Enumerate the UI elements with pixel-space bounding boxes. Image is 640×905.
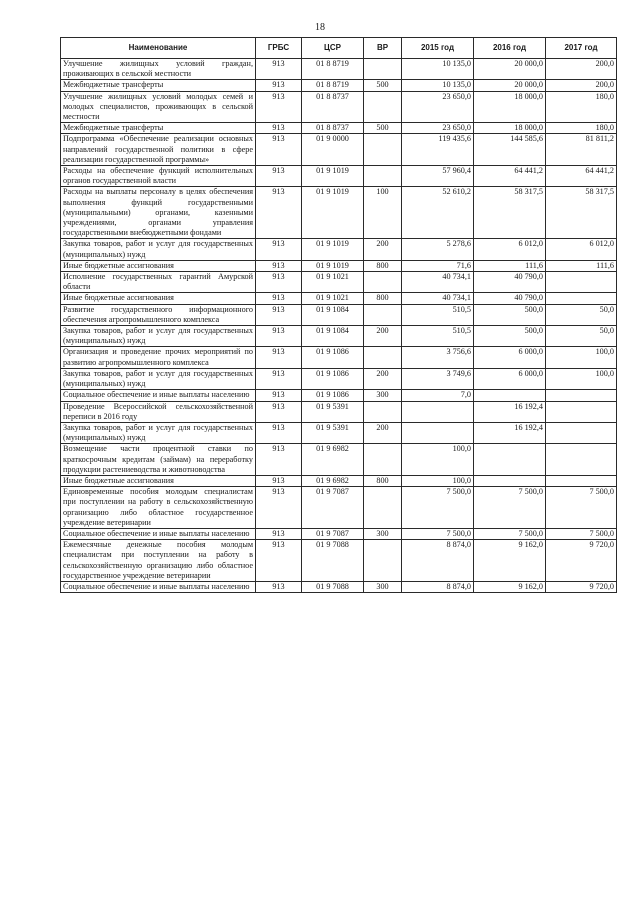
row-2016-cell: 7 500,0 bbox=[474, 528, 546, 539]
row-vr-cell: 300 bbox=[364, 390, 402, 401]
row-csr-cell: 01 9 1086 bbox=[302, 347, 364, 368]
row-grbs-cell: 913 bbox=[256, 134, 302, 166]
row-grbs-cell: 913 bbox=[256, 475, 302, 486]
row-2017-cell bbox=[546, 444, 617, 476]
row-name-cell: Расходы на выплаты персоналу в целях обеспечения выполнения функций государственными (муниципальными) органами, казенными учреждениями, органами управления государственными внебюджетными фондами bbox=[61, 187, 256, 239]
row-name-cell: Развитие государственного информационного обеспечения агропромышленного комплекса bbox=[61, 304, 256, 325]
row-name-cell: Исполнение государственных гарантий Амурской области bbox=[61, 272, 256, 293]
row-name-cell: Организация и проведение прочих мероприятий по развитию агропромышленного комплекса bbox=[61, 347, 256, 368]
row-vr-cell bbox=[364, 401, 402, 422]
table-row bbox=[61, 59, 617, 80]
row-2015-cell: 23 650,0 bbox=[402, 123, 474, 134]
row-csr-cell: 01 9 1086 bbox=[302, 368, 364, 389]
row-csr-cell: 01 9 0000 bbox=[302, 134, 364, 166]
row-2015-cell: 8 874,0 bbox=[402, 581, 474, 592]
row-2017-cell: 7 500,0 bbox=[546, 487, 617, 529]
table-row bbox=[61, 581, 617, 592]
row-2015-cell: 23 650,0 bbox=[402, 91, 474, 123]
row-vr-cell: 800 bbox=[364, 293, 402, 304]
table-row bbox=[61, 540, 617, 582]
table-row bbox=[61, 123, 617, 134]
row-csr-cell: 01 8 8719 bbox=[302, 59, 364, 80]
row-2016-cell: 20 000,0 bbox=[474, 80, 546, 91]
row-2015-cell: 3 749,6 bbox=[402, 368, 474, 389]
row-grbs-cell: 913 bbox=[256, 487, 302, 529]
row-2016-cell: 20 000,0 bbox=[474, 59, 546, 80]
table-row bbox=[61, 444, 617, 476]
row-name-cell: Социальное обеспечение и иные выплаты населению bbox=[61, 528, 256, 539]
row-2017-cell: 81 811,2 bbox=[546, 134, 617, 166]
row-2015-cell: 510,5 bbox=[402, 304, 474, 325]
row-vr-cell: 200 bbox=[364, 422, 402, 443]
row-2016-cell: 18 000,0 bbox=[474, 91, 546, 123]
row-2016-cell bbox=[474, 475, 546, 486]
row-grbs-cell: 913 bbox=[256, 239, 302, 260]
row-2016-cell: 58 317,5 bbox=[474, 187, 546, 239]
table-row bbox=[61, 272, 617, 293]
row-2017-cell: 50,0 bbox=[546, 326, 617, 347]
page-number: 18 bbox=[315, 22, 325, 33]
row-2017-cell: 9 720,0 bbox=[546, 581, 617, 592]
row-grbs-cell: 913 bbox=[256, 326, 302, 347]
row-name-cell: Улучшение жилищных условий молодых семей и молодых специалистов, проживающих в сельской местности bbox=[61, 91, 256, 123]
row-2016-cell: 6 000,0 bbox=[474, 368, 546, 389]
table-row bbox=[61, 260, 617, 271]
table-row bbox=[61, 422, 617, 443]
row-2015-cell: 7 500,0 bbox=[402, 528, 474, 539]
row-2016-cell: 40 790,0 bbox=[474, 293, 546, 304]
row-vr-cell: 800 bbox=[364, 475, 402, 486]
row-2015-cell: 119 435,6 bbox=[402, 134, 474, 166]
table-row bbox=[61, 528, 617, 539]
row-name-cell: Межбюджетные трансферты bbox=[61, 123, 256, 134]
row-grbs-cell: 913 bbox=[256, 401, 302, 422]
row-csr-cell: 01 9 5391 bbox=[302, 422, 364, 443]
row-name-cell: Иные бюджетные ассигнования bbox=[61, 475, 256, 486]
table-row bbox=[61, 166, 617, 187]
row-csr-cell: 01 9 1021 bbox=[302, 272, 364, 293]
row-2017-cell: 58 317,5 bbox=[546, 187, 617, 239]
header-2017: 2017 год bbox=[546, 38, 617, 59]
row-2015-cell bbox=[402, 401, 474, 422]
row-name-cell: Улучшение жилищных условий граждан, проживающих в сельской местности bbox=[61, 59, 256, 80]
header-2016: 2016 год bbox=[474, 38, 546, 59]
row-2015-cell: 71,6 bbox=[402, 260, 474, 271]
row-2017-cell bbox=[546, 422, 617, 443]
row-2016-cell: 500,0 bbox=[474, 304, 546, 325]
row-name-cell: Закупка товаров, работ и услуг для государственных (муниципальных) нужд bbox=[61, 326, 256, 347]
row-2016-cell: 7 500,0 bbox=[474, 487, 546, 529]
row-2017-cell: 200,0 bbox=[546, 80, 617, 91]
row-name-cell: Закупка товаров, работ и услуг для государственных (муниципальных) нужд bbox=[61, 422, 256, 443]
row-name-cell: Межбюджетные трансферты bbox=[61, 80, 256, 91]
table-row bbox=[61, 475, 617, 486]
row-name-cell: Социальное обеспечение и иные выплаты населению bbox=[61, 390, 256, 401]
row-2017-cell: 180,0 bbox=[546, 123, 617, 134]
row-csr-cell: 01 8 8737 bbox=[302, 91, 364, 123]
row-vr-cell bbox=[364, 444, 402, 476]
row-2016-cell: 40 790,0 bbox=[474, 272, 546, 293]
row-grbs-cell: 913 bbox=[256, 123, 302, 134]
row-csr-cell: 01 9 6982 bbox=[302, 475, 364, 486]
row-vr-cell: 300 bbox=[364, 581, 402, 592]
row-2017-cell: 200,0 bbox=[546, 59, 617, 80]
row-name-cell: Социальное обеспечение и иные выплаты населению bbox=[61, 581, 256, 592]
row-vr-cell bbox=[364, 59, 402, 80]
row-grbs-cell: 913 bbox=[256, 368, 302, 389]
table-body bbox=[61, 59, 617, 593]
row-2015-cell: 100,0 bbox=[402, 444, 474, 476]
row-2017-cell: 9 720,0 bbox=[546, 540, 617, 582]
row-2016-cell: 144 585,6 bbox=[474, 134, 546, 166]
header-grbs: ГРБС bbox=[256, 38, 302, 59]
row-grbs-cell: 913 bbox=[256, 347, 302, 368]
row-grbs-cell: 913 bbox=[256, 80, 302, 91]
row-2017-cell bbox=[546, 390, 617, 401]
table-row bbox=[61, 487, 617, 529]
table-row bbox=[61, 390, 617, 401]
table-row bbox=[61, 187, 617, 239]
row-2015-cell: 510,5 bbox=[402, 326, 474, 347]
row-grbs-cell: 913 bbox=[256, 293, 302, 304]
row-grbs-cell: 913 bbox=[256, 166, 302, 187]
table-row bbox=[61, 326, 617, 347]
row-name-cell: Иные бюджетные ассигнования bbox=[61, 293, 256, 304]
row-csr-cell: 01 9 1086 bbox=[302, 390, 364, 401]
row-csr-cell: 01 9 1019 bbox=[302, 239, 364, 260]
row-name-cell: Закупка товаров, работ и услуг для государственных (муниципальных) нужд bbox=[61, 239, 256, 260]
table-row bbox=[61, 91, 617, 123]
row-csr-cell: 01 9 1084 bbox=[302, 304, 364, 325]
table-row bbox=[61, 401, 617, 422]
row-vr-cell: 300 bbox=[364, 528, 402, 539]
table-row bbox=[61, 347, 617, 368]
row-grbs-cell: 913 bbox=[256, 187, 302, 239]
row-grbs-cell: 913 bbox=[256, 91, 302, 123]
row-2015-cell: 10 135,0 bbox=[402, 59, 474, 80]
row-2016-cell: 6 000,0 bbox=[474, 347, 546, 368]
row-vr-cell: 200 bbox=[364, 368, 402, 389]
row-2015-cell: 3 756,6 bbox=[402, 347, 474, 368]
row-2015-cell: 40 734,1 bbox=[402, 293, 474, 304]
row-2017-cell: 100,0 bbox=[546, 347, 617, 368]
table-row bbox=[61, 368, 617, 389]
row-2016-cell bbox=[474, 444, 546, 476]
table-row bbox=[61, 134, 617, 166]
row-vr-cell bbox=[364, 91, 402, 123]
row-2016-cell: 16 192,4 bbox=[474, 401, 546, 422]
row-2015-cell: 57 960,4 bbox=[402, 166, 474, 187]
row-name-cell: Расходы на обеспечение функций исполнительных органов государственной власти bbox=[61, 166, 256, 187]
row-csr-cell: 01 9 7088 bbox=[302, 540, 364, 582]
row-2016-cell: 6 012,0 bbox=[474, 239, 546, 260]
row-grbs-cell: 913 bbox=[256, 444, 302, 476]
header-vr: ВР bbox=[364, 38, 402, 59]
row-grbs-cell: 913 bbox=[256, 304, 302, 325]
row-2015-cell: 40 734,1 bbox=[402, 272, 474, 293]
table-row bbox=[61, 304, 617, 325]
row-name-cell: Закупка товаров, работ и услуг для государственных (муниципальных) нужд bbox=[61, 368, 256, 389]
row-2015-cell: 10 135,0 bbox=[402, 80, 474, 91]
row-name-cell: Подпрограмма «Обеспечение реализации основных направлений государственной политики в сфере реализации государственной программы» bbox=[61, 134, 256, 166]
row-vr-cell bbox=[364, 272, 402, 293]
row-name-cell: Проведение Всероссийской сельскохозяйственной переписи в 2016 году bbox=[61, 401, 256, 422]
row-2017-cell bbox=[546, 475, 617, 486]
row-vr-cell bbox=[364, 487, 402, 529]
row-csr-cell: 01 8 8719 bbox=[302, 80, 364, 91]
row-name-cell: Единовременные пособия молодым специалистам при поступлении на работу в сельскохозяйственную организацию либо областное государственное учреждение ветеринарии bbox=[61, 487, 256, 529]
row-2015-cell: 5 278,6 bbox=[402, 239, 474, 260]
row-vr-cell bbox=[364, 540, 402, 582]
row-2015-cell bbox=[402, 422, 474, 443]
row-vr-cell: 500 bbox=[364, 123, 402, 134]
row-csr-cell: 01 9 1019 bbox=[302, 260, 364, 271]
row-2016-cell: 500,0 bbox=[474, 326, 546, 347]
row-csr-cell: 01 9 1019 bbox=[302, 187, 364, 239]
row-grbs-cell: 913 bbox=[256, 528, 302, 539]
row-2017-cell bbox=[546, 401, 617, 422]
row-grbs-cell: 913 bbox=[256, 272, 302, 293]
row-2017-cell: 7 500,0 bbox=[546, 528, 617, 539]
row-2016-cell: 64 441,2 bbox=[474, 166, 546, 187]
table-header-row bbox=[61, 38, 617, 59]
row-vr-cell: 800 bbox=[364, 260, 402, 271]
row-2017-cell: 180,0 bbox=[546, 91, 617, 123]
row-2016-cell: 16 192,4 bbox=[474, 422, 546, 443]
row-grbs-cell: 913 bbox=[256, 581, 302, 592]
row-grbs-cell: 913 bbox=[256, 422, 302, 443]
row-2015-cell: 52 610,2 bbox=[402, 187, 474, 239]
row-2017-cell: 50,0 bbox=[546, 304, 617, 325]
row-vr-cell bbox=[364, 166, 402, 187]
row-vr-cell: 200 bbox=[364, 326, 402, 347]
row-2015-cell: 7 500,0 bbox=[402, 487, 474, 529]
row-2016-cell: 111,6 bbox=[474, 260, 546, 271]
row-2017-cell: 111,6 bbox=[546, 260, 617, 271]
row-2017-cell: 100,0 bbox=[546, 368, 617, 389]
budget-table bbox=[60, 37, 617, 593]
row-csr-cell: 01 9 7087 bbox=[302, 487, 364, 529]
row-csr-cell: 01 9 1021 bbox=[302, 293, 364, 304]
row-csr-cell: 01 9 5391 bbox=[302, 401, 364, 422]
row-name-cell: Возмещение части процентной ставки по краткосрочным кредитам (займам) на переработку продукции растениеводства и животноводства bbox=[61, 444, 256, 476]
row-2017-cell bbox=[546, 293, 617, 304]
row-vr-cell bbox=[364, 347, 402, 368]
header-2015: 2015 год bbox=[402, 38, 474, 59]
row-vr-cell bbox=[364, 304, 402, 325]
row-vr-cell bbox=[364, 134, 402, 166]
row-2015-cell: 100,0 bbox=[402, 475, 474, 486]
row-grbs-cell: 913 bbox=[256, 59, 302, 80]
row-csr-cell: 01 8 8737 bbox=[302, 123, 364, 134]
row-grbs-cell: 913 bbox=[256, 260, 302, 271]
row-csr-cell: 01 9 7087 bbox=[302, 528, 364, 539]
row-2017-cell: 6 012,0 bbox=[546, 239, 617, 260]
row-2016-cell: 9 162,0 bbox=[474, 581, 546, 592]
row-2017-cell: 64 441,2 bbox=[546, 166, 617, 187]
row-2015-cell: 8 874,0 bbox=[402, 540, 474, 582]
row-name-cell: Ежемесячные денежные пособия молодым специалистам при поступлении на работу в сельскохозяйственную организацию либо областное государственное учреждение ветеринарии bbox=[61, 540, 256, 582]
row-2016-cell: 18 000,0 bbox=[474, 123, 546, 134]
header-csr: ЦСР bbox=[302, 38, 364, 59]
row-grbs-cell: 913 bbox=[256, 390, 302, 401]
header-name: Наименование bbox=[61, 38, 256, 59]
row-grbs-cell: 913 bbox=[256, 540, 302, 582]
row-2016-cell bbox=[474, 390, 546, 401]
row-vr-cell: 500 bbox=[364, 80, 402, 91]
table-row bbox=[61, 239, 617, 260]
row-csr-cell: 01 9 1019 bbox=[302, 166, 364, 187]
table-row bbox=[61, 80, 617, 91]
row-vr-cell: 100 bbox=[364, 187, 402, 239]
row-vr-cell: 200 bbox=[364, 239, 402, 260]
row-csr-cell: 01 9 7088 bbox=[302, 581, 364, 592]
row-2016-cell: 9 162,0 bbox=[474, 540, 546, 582]
row-2017-cell bbox=[546, 272, 617, 293]
row-name-cell: Иные бюджетные ассигнования bbox=[61, 260, 256, 271]
row-csr-cell: 01 9 1084 bbox=[302, 326, 364, 347]
row-2015-cell: 7,0 bbox=[402, 390, 474, 401]
table-row bbox=[61, 293, 617, 304]
row-csr-cell: 01 9 6982 bbox=[302, 444, 364, 476]
